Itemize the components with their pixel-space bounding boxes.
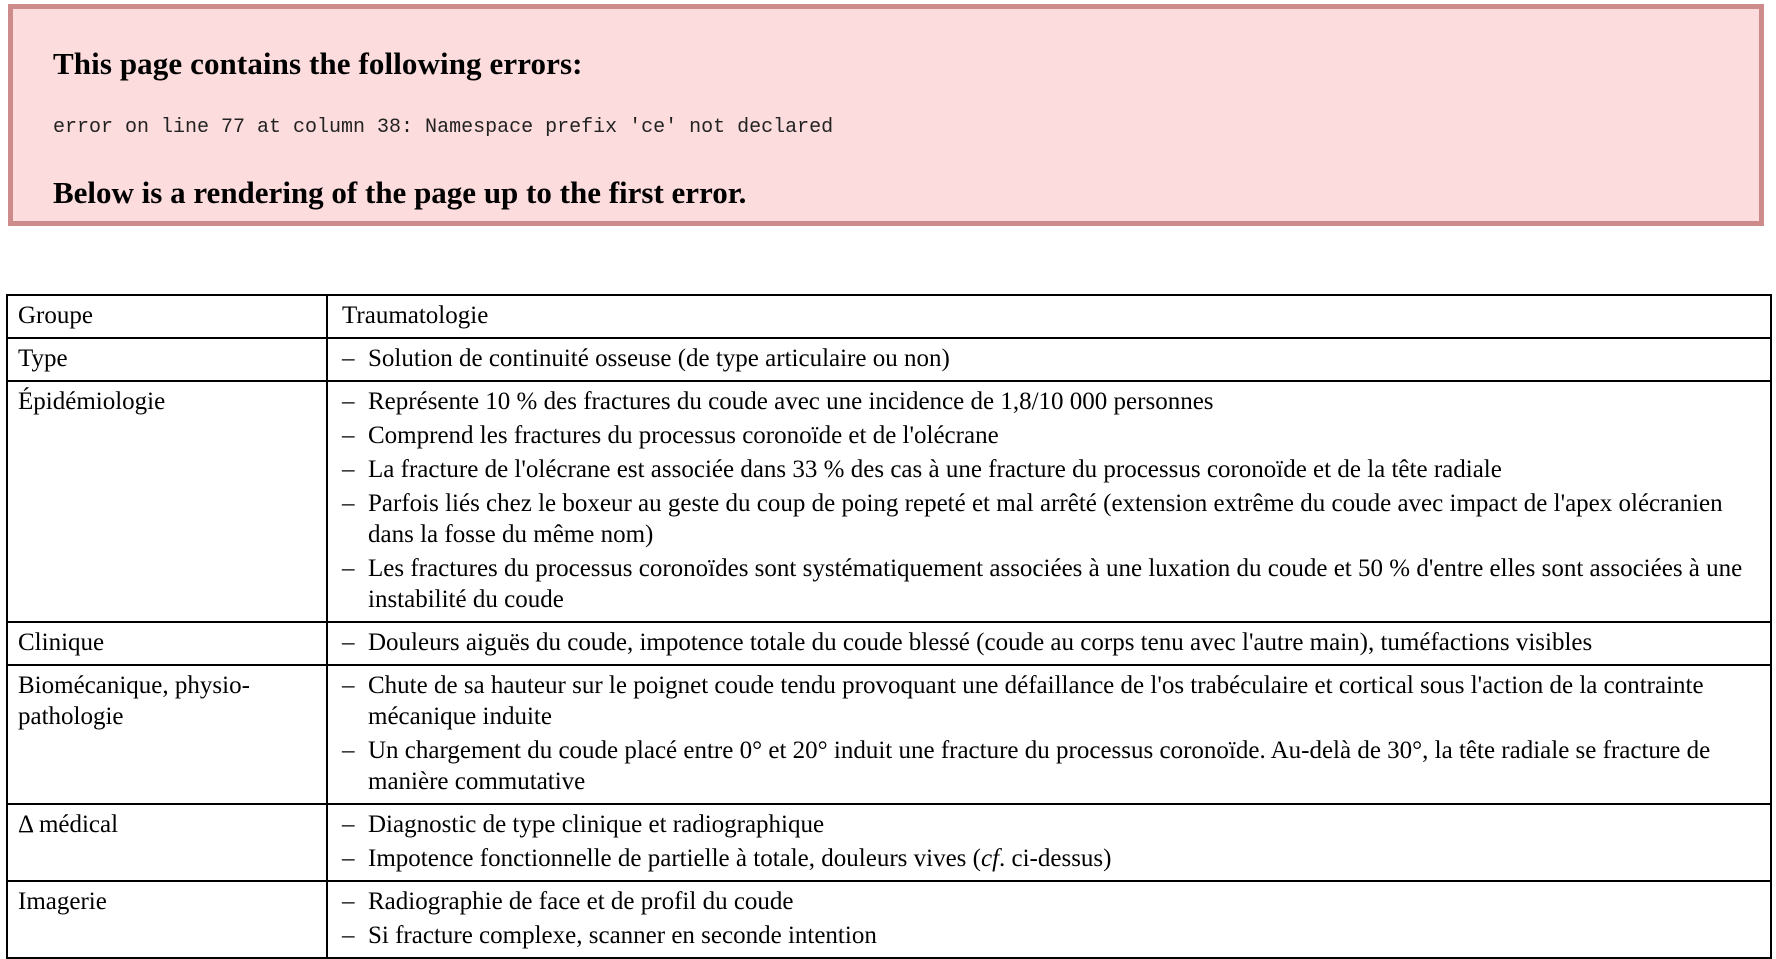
- bullet-item: [342, 670, 1762, 732]
- table-row: [7, 338, 1771, 381]
- row-label-cell: [7, 804, 327, 881]
- row-label: Biomécanique, physio-pathologie: [18, 672, 250, 730]
- row-label: Clinique: [18, 629, 105, 656]
- table-body: [7, 295, 1771, 958]
- content-text: La fracture de l'olécrane est associée dans 33 % des cas à une fracture du processus coronoïde et de la tête radiale: [368, 456, 1502, 483]
- content-text: Parfois liés chez le boxeur au geste du coup de poing repeté et mal arrêté (extension extrême du coude avec impact de l'apex olécranien dans la fosse du même nom): [368, 490, 1723, 548]
- bullet-item: [342, 553, 1762, 615]
- content-text: Douleurs aiguës du coude, impotence totale du coude blessé (coude au corps tenu avec l'autre main), tuméfactions visibles: [368, 629, 1593, 656]
- bullet-item: [342, 920, 1762, 951]
- row-label-cell: [7, 295, 327, 338]
- bullet-dash-icon: –: [342, 490, 355, 517]
- bullet-item: [342, 627, 1762, 658]
- bullet-item: [342, 886, 1762, 917]
- bullet-dash-icon: –: [342, 845, 355, 872]
- bullet-dash-icon: –: [342, 922, 355, 949]
- row-content-cell: [327, 338, 1771, 381]
- row-label-cell: [7, 622, 327, 665]
- bullet-dash-icon: –: [342, 811, 355, 838]
- clinical-summary-table: [6, 294, 1772, 959]
- row-label-cell: [7, 881, 327, 958]
- row-content-cell: [327, 295, 1771, 338]
- row-content-cell: [327, 622, 1771, 665]
- bullet-dash-icon: –: [342, 388, 355, 415]
- content-text: Les fractures du processus coronoïdes sont systématiquement associées à une luxation du coude et 50 % d'entre elles sont associées à une instabilité du coude: [368, 555, 1743, 613]
- content-text: Chute de sa hauteur sur le poignet coude tendu provoquant une défaillance de l'os trabéculaire et cortical sous l'action de la contrainte mécanique induite: [368, 672, 1704, 730]
- bullet-item: [342, 386, 1762, 417]
- bullet-dash-icon: –: [342, 629, 355, 656]
- row-label: Épidémiologie: [18, 388, 166, 415]
- bullet-item: [342, 843, 1762, 874]
- table-row: [7, 381, 1771, 622]
- row-label: Δ médical: [18, 811, 119, 838]
- bullet-dash-icon: –: [342, 345, 355, 372]
- table-row: [7, 665, 1771, 804]
- bullet-item: [342, 454, 1762, 485]
- bullet-dash-icon: –: [342, 422, 355, 449]
- bullet-dash-icon: –: [342, 737, 355, 764]
- error-banner-title: This page contains the following errors:: [53, 46, 583, 81]
- bullet-dash-icon: –: [342, 555, 355, 582]
- row-label: Imagerie: [18, 888, 107, 915]
- row-label-cell: [7, 338, 327, 381]
- error-banner-footer: Below is a rendering of the page up to the first error.: [53, 175, 747, 211]
- bullet-dash-icon: –: [342, 672, 355, 699]
- table-row: [7, 881, 1771, 958]
- bullet-dash-icon: –: [342, 456, 355, 483]
- bullet-item: [342, 735, 1762, 797]
- row-label: Groupe: [18, 302, 93, 329]
- content-text: Diagnostic de type clinique et radiographique: [368, 811, 825, 838]
- bullet-item: [342, 809, 1762, 840]
- content-text: Comprend les fractures du processus coronoïde et de l'olécrane: [368, 422, 999, 449]
- content-text: Un chargement du coude placé entre 0° et 20° induit une fracture du processus coronoïde. Au-delà de 30°, la tête radiale se fracture de manière commutative: [368, 737, 1711, 795]
- bullet-item: [342, 343, 1762, 374]
- row-label: Type: [18, 345, 68, 372]
- row-content-cell: [327, 665, 1771, 804]
- table-row: [7, 622, 1771, 665]
- content-text: Radiographie de face et de profil du coude: [368, 888, 794, 915]
- content-text: Impotence fonctionnelle de partielle à totale, douleurs vives (cf. ci-dessus): [368, 845, 1112, 872]
- content-text: Représente 10 % des fractures du coude avec une incidence de 1,8/10 000 personnes: [368, 388, 1214, 415]
- italic-abbreviation: cf: [980, 845, 1000, 872]
- row-label-cell: [7, 381, 327, 622]
- row-content-cell: [327, 881, 1771, 958]
- row-label-cell: [7, 665, 327, 804]
- row-content-cell: [327, 381, 1771, 622]
- error-banner-detail: error on line 77 at column 38: Namespace prefix 'ce' not declared: [53, 116, 834, 140]
- table-row: [7, 804, 1771, 881]
- content-line: [342, 300, 1762, 331]
- bullet-item: [342, 420, 1762, 451]
- bullet-dash-icon: –: [342, 888, 355, 915]
- content-text: Solution de continuité osseuse (de type articulaire ou non): [368, 345, 950, 372]
- content-text: Traumatologie: [342, 302, 489, 329]
- bullet-item: [342, 488, 1762, 550]
- table-row: [7, 295, 1771, 338]
- xml-parse-error-banner: [8, 4, 1764, 226]
- content-text: Si fracture complexe, scanner en seconde intention: [368, 922, 877, 949]
- row-content-cell: [327, 804, 1771, 881]
